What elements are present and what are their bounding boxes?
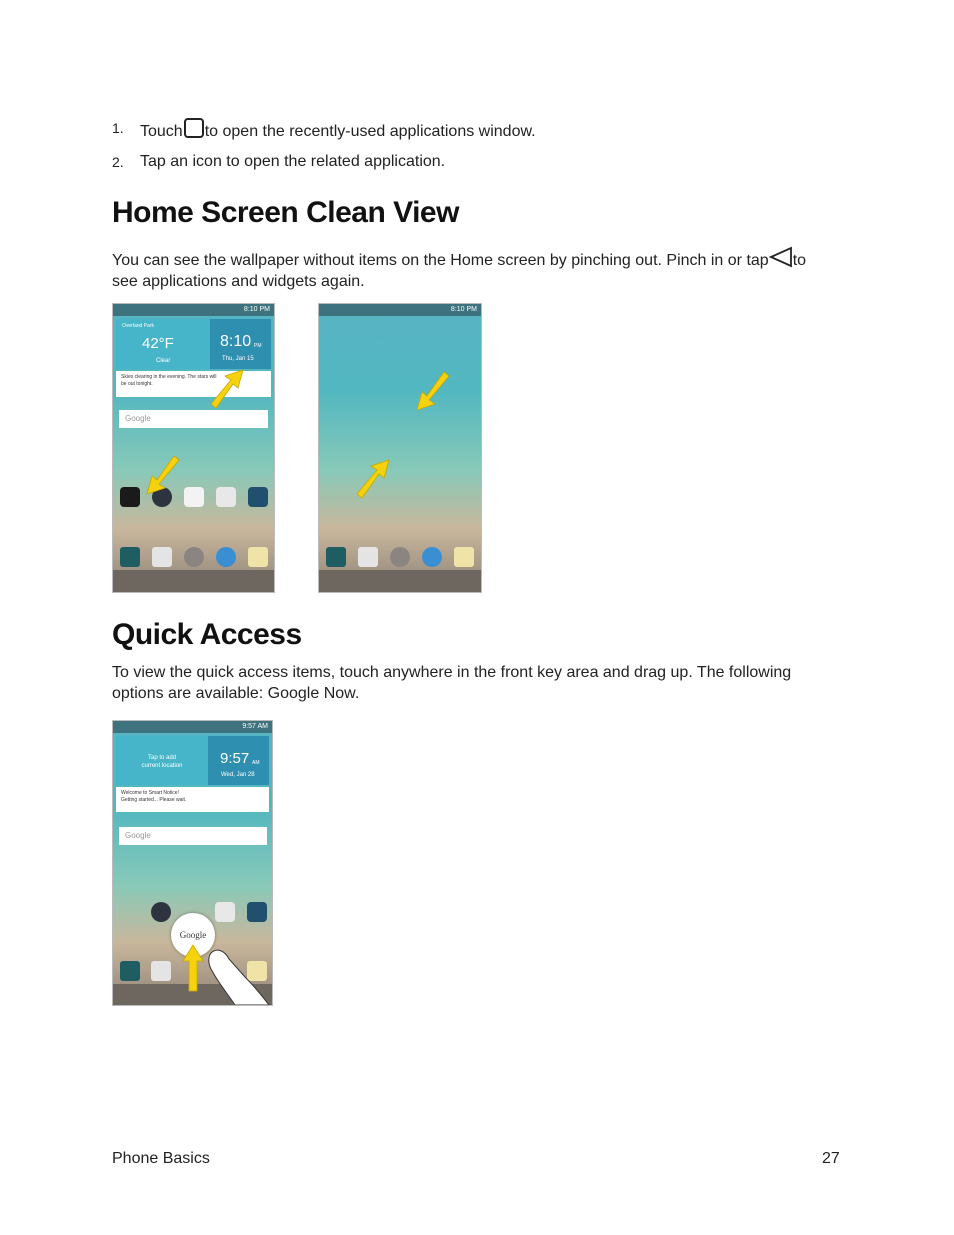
step-number: 1. [112, 120, 124, 136]
drag-gesture [113, 721, 272, 1005]
clock-ampm: PM [254, 343, 262, 349]
weather-hint-line: current location [141, 763, 183, 769]
google-search-bar: Google [119, 827, 267, 845]
footer-page-number: 27 [822, 1150, 840, 1167]
pinch-arrows [113, 304, 274, 592]
clean-view-paragraph [112, 246, 832, 292]
card-line: be out tonight. [121, 381, 153, 387]
clean-view-text-before: You can see the wallpaper without items on the Home screen by pinching out. Pinch in or tap [112, 252, 769, 269]
step-text-after: to open the recently-used applications window. [204, 123, 536, 140]
clock-time: 8:10 [220, 333, 252, 350]
clean-view-text-after: to see applications and widgets again. [112, 252, 807, 290]
status-bar: 9:57 AM [113, 721, 272, 733]
pinch-arrows [319, 304, 481, 592]
card-line: Getting started... Please wait. [121, 797, 187, 803]
clock-time: 9:57 [220, 750, 250, 767]
card-line: Skies clearing in the evening. The stars will [121, 374, 217, 380]
step-text: Tap an icon to open the related application. [140, 153, 446, 170]
back-icon [769, 246, 793, 268]
weather-hint-line: Tap to add [147, 755, 177, 761]
weather-location: Overland Park [122, 323, 154, 329]
google-search-bar: Google [119, 410, 268, 428]
screenshot-home-clean-view [318, 303, 482, 593]
footer-section-name: Phone Basics [112, 1150, 210, 1167]
screenshot-quick-access [112, 720, 273, 1006]
quick-access-paragraph: To view the quick access items, touch anywhere in the front key area and drag up. The following options are available: Google Now. [112, 664, 792, 702]
weather-label: Clear [156, 358, 171, 364]
step-number: 2. [112, 154, 124, 170]
card-line: Welcome to Smart Notice! [121, 790, 179, 796]
clock-ampm: AM [252, 760, 260, 766]
clock-date: Wed, Jan 28 [221, 772, 255, 778]
step-text [140, 118, 536, 142]
section-title-quick-access: Quick Access [112, 618, 302, 651]
step-text-before: Touch [140, 123, 183, 140]
recent-apps-icon [184, 118, 204, 138]
weather-temp: 42°F [142, 335, 174, 352]
section-title-clean-view: Home Screen Clean View [112, 196, 459, 229]
google-now-bubble: Google [171, 913, 215, 957]
status-bar: 8:10 PM [319, 304, 481, 316]
status-bar: 8:10 PM [113, 304, 274, 316]
clock-date: Thu, Jan 15 [222, 356, 254, 362]
screenshot-home-with-widgets [112, 303, 275, 593]
